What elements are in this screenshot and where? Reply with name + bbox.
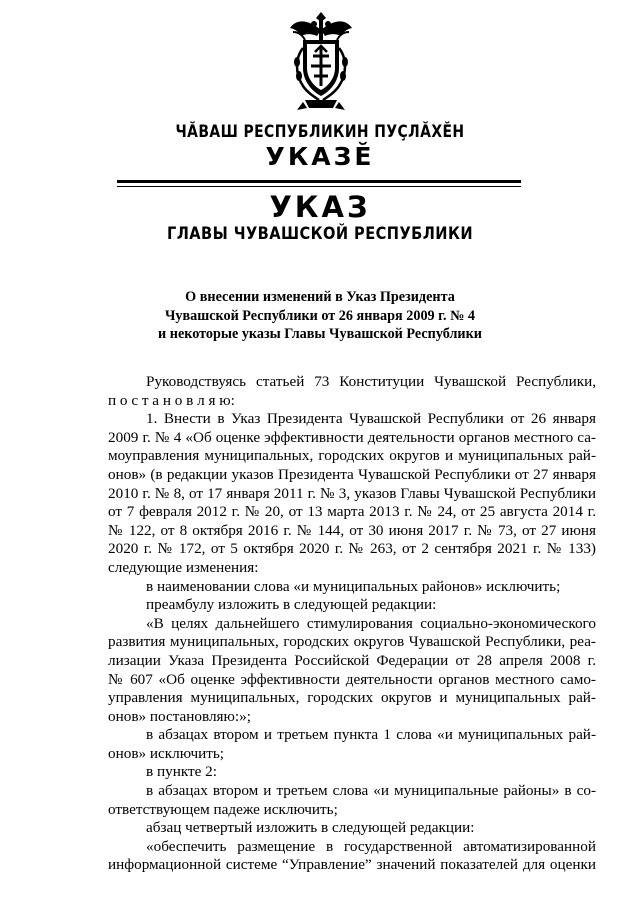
- body-line: абзац четвертый изложить в следующей редакции:: [146, 819, 475, 837]
- header-divider-thin: [117, 186, 521, 187]
- body-line: онов» постановляю:»;: [108, 707, 251, 725]
- body-line: онов» исключить;: [108, 744, 225, 762]
- body-line: Руководствуясь статьей 73 Конституции Чувашской Республики,: [146, 373, 596, 390]
- chuvash-decree-title: УКАЗĔ: [265, 142, 375, 171]
- body-line: п о с т а н о в л я ю:: [108, 391, 235, 409]
- body-line: развития муниципальных, городских округов Чувашской Республики, реа-: [108, 633, 596, 651]
- body-line: № 607 «Об оценке эффективности деятельности органов местного само-: [108, 670, 596, 688]
- body-line: управления муниципальных, городских округов и муниципальных рай-: [108, 689, 596, 707]
- body-line: в пункте 2:: [146, 763, 217, 781]
- body-line: от 7 февраля 2012 г. № 20, от 13 марта 2013 г. № 24, от 25 августа 2014 г.: [108, 503, 596, 521]
- body-line: в абзацах втором и третьем пункта 1 слова «и муниципальных рай-: [146, 726, 596, 744]
- decree-title: УКАЗ: [269, 190, 371, 224]
- body-line: в наименовании слова «и муниципальных районов» исключить;: [146, 577, 561, 595]
- header-divider-thick: [117, 180, 521, 183]
- issuer-line: ГЛАВЫ ЧУВАШСКОЙ РЕСПУБЛИКИ: [166, 224, 474, 244]
- body-line: онов» (в редакции указов Президента Чувашской Республики от 27 января: [108, 465, 596, 483]
- body-line: ответствующем падеже исключить;: [108, 800, 338, 818]
- body-line: «В целях дальнейшего стимулирования социально-экономического: [146, 614, 596, 632]
- title-line: Чувашской Республики от 26 января 2009 г. № 4: [164, 307, 476, 324]
- body-line: 2020 г. № 172, от 5 октября 2020 г. № 263, от 2 сентября 2021 г. № 133): [108, 540, 596, 558]
- body-line: следующие изменения:: [108, 558, 259, 576]
- body-line: моуправления муниципальных, городских округов и муниципальных рай-: [108, 447, 596, 465]
- document-title: [100, 288, 540, 344]
- body-line: информационной системе “Управление” значений показателей для оценки: [108, 856, 596, 874]
- title-line: и некоторые указы Главы Чувашской Республики: [158, 326, 482, 342]
- body-line: № 122, от 8 октября 2016 г. № 144, от 30 июня 2017 г. № 73, от 27 июня: [108, 521, 596, 539]
- document-body: [108, 373, 596, 875]
- body-line: «обеспечить размещение в государственной автоматизированной: [146, 837, 596, 855]
- body-line: преамбулу изложить в следующей редакции:: [146, 596, 437, 614]
- coat-of-arms-emblem: [289, 2, 353, 120]
- body-line: 2009 г. № 4 «Об оценке эффективности деятельности органов местного са-: [108, 428, 596, 446]
- body-line: 2010 г. № 8, от 17 января 2011 г. № 3, указов Главы Чувашской Республики: [108, 484, 596, 502]
- title-line: О внесении изменений в Указ Президента: [185, 289, 455, 305]
- body-line: в абзацах втором и третьем слова «и муниципальные районы» в со-: [146, 782, 596, 800]
- chuvash-header-line: ЧĂВАШ РЕСПУБЛИКИН ПУÇЛĂХĔН: [175, 122, 465, 142]
- body-line: 1. Внести в Указ Президента Чувашской Республики от 26 января: [146, 410, 596, 428]
- body-line: лизации Указа Президента Российской Федерации от 28 апреля 2008 г.: [108, 651, 596, 669]
